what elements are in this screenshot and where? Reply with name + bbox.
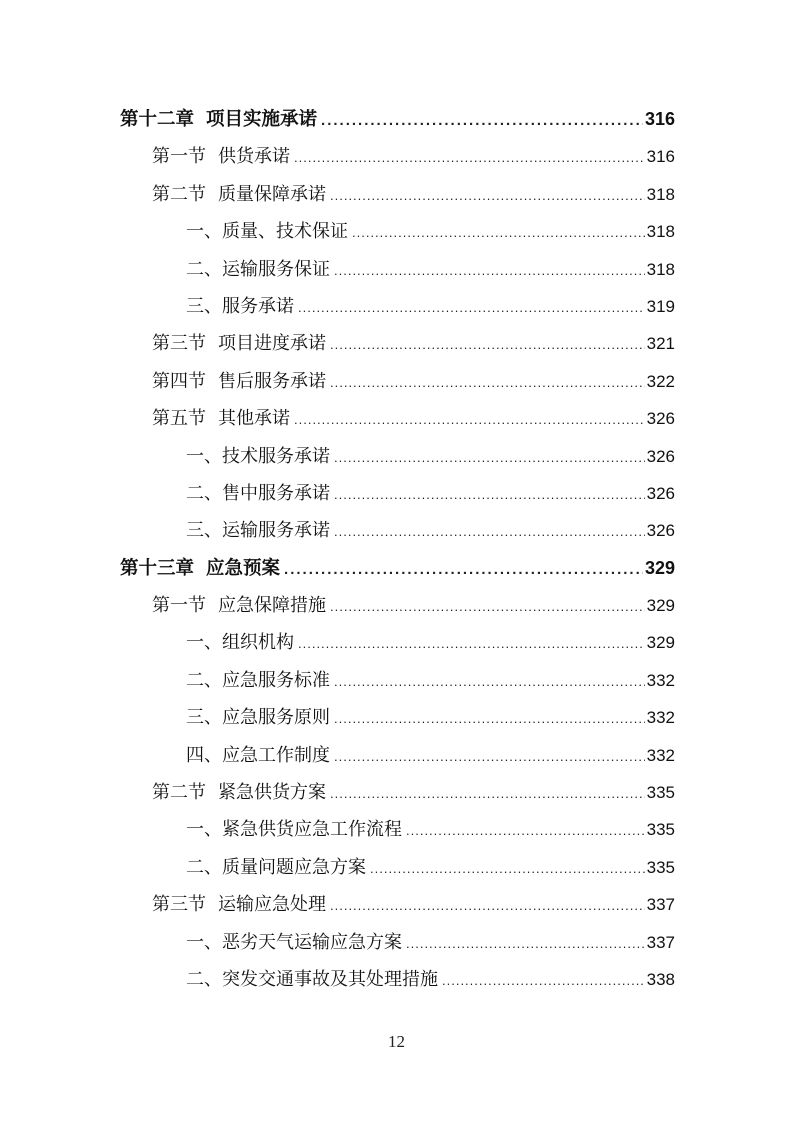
toc-dot-leader [334,738,645,774]
toc-entry-page: 326 [646,521,675,541]
toc-section-entry[interactable] [120,587,675,624]
toc-subsection-entry[interactable] [120,438,675,475]
toc-entry-page: 337 [646,932,675,952]
toc-entry-page: 316 [646,147,675,167]
toc-entry-page: 318 [646,222,675,242]
toc-entry-page: 319 [646,296,675,316]
toc-section-entry[interactable] [120,138,675,175]
toc-entry-title: 应急保障措施 [218,595,326,617]
toc-section-entry[interactable] [120,176,675,213]
toc-entry-number: 第一节 [152,595,206,617]
toc-entry-number: 第十三章 [120,557,195,579]
toc-dot-leader [352,214,645,250]
toc-dot-leader [370,850,645,886]
toc-section-entry[interactable] [120,400,675,437]
toc-entry-number: 第四节 [152,370,206,392]
toc-dot-leader [294,401,645,437]
toc-entry-title: 应急工作制度 [222,744,330,766]
toc-subsection-entry[interactable] [120,288,675,325]
toc-section-entry[interactable] [120,325,675,362]
toc-subsection-entry[interactable] [120,849,675,886]
toc-entry-title: 质量保障承诺 [218,183,326,205]
toc-entry-title: 质量问题应急方案 [222,856,366,878]
toc-entry-title: 售中服务承诺 [222,482,330,504]
toc-entry-number: 二、 [186,968,222,990]
toc-subsection-entry[interactable] [120,512,675,549]
toc-dot-leader [330,887,645,923]
toc-entry-page: 321 [646,334,675,354]
toc-subsection-entry[interactable] [120,699,675,736]
toc-entry-number: 二、 [186,258,222,280]
toc-subsection-entry[interactable] [120,662,675,699]
toc-dot-leader [321,102,643,138]
toc-entry-page: 322 [646,371,675,391]
toc-dot-leader [294,139,645,175]
toc-entry-number: 第二节 [152,782,206,804]
toc-dot-leader [334,663,645,699]
toc-dot-leader [334,700,645,736]
toc-dot-leader [334,513,645,549]
toc-entry-number: 三、 [186,520,222,542]
toc-entry-number: 第一节 [152,146,206,168]
toc-entry-number: 一、 [186,445,222,467]
toc-entry-title: 技术服务承诺 [222,445,330,467]
toc-entry-title: 紧急供货方案 [218,782,326,804]
toc-entry-number: 一、 [186,221,222,243]
toc-entry-title: 售后服务承诺 [218,370,326,392]
toc-entry-number: 第五节 [152,408,206,430]
toc-entry-title: 供货承诺 [218,146,290,168]
toc-entry-title: 质量、技术保证 [222,221,348,243]
toc-entry-title: 项目实施承诺 [206,109,318,130]
toc-entry-page: 329 [644,557,675,578]
toc-entry-title: 恶劣天气运输应急方案 [222,931,402,953]
toc-chapter-entry[interactable] [120,550,675,587]
toc-entry-number: 二、 [186,856,222,878]
toc-entry-number: 四、 [186,744,222,766]
toc-entry-page: 326 [646,446,675,466]
toc-entry-title: 应急服务原则 [222,707,330,729]
toc-entry-page: 335 [646,857,675,877]
toc-dot-leader [330,364,645,400]
toc-entry-title: 突发交通事故及其处理措施 [222,968,438,990]
toc-entry-page: 335 [646,820,675,840]
toc-entry-title: 其他承诺 [218,408,290,430]
toc-section-entry[interactable] [120,363,675,400]
toc-subsection-entry[interactable] [120,737,675,774]
toc-entry-title: 运输服务承诺 [222,520,330,542]
toc-entry-number: 第二节 [152,183,206,205]
toc-entry-title: 应急服务标准 [222,669,330,691]
toc-entry-title: 应急预案 [206,557,281,579]
toc-dot-leader [298,625,645,661]
toc-dot-leader [334,252,645,288]
toc-entry-page: 318 [646,259,675,279]
table-of-contents [120,101,675,998]
toc-chapter-entry[interactable] [120,101,675,138]
toc-dot-leader [284,551,643,587]
toc-entry-page: 332 [646,670,675,690]
toc-entry-page: 316 [644,109,675,129]
toc-subsection-entry[interactable] [120,961,675,998]
toc-dot-leader [298,289,645,325]
toc-entry-number: 一、 [186,632,222,654]
toc-entry-number: 第三节 [152,894,206,916]
toc-dot-leader [330,775,645,811]
toc-entry-page: 335 [646,783,675,803]
toc-entry-page: 326 [646,483,675,503]
toc-entry-number: 第三节 [152,333,206,355]
page-number: 12 [388,1032,405,1051]
toc-dot-leader [330,326,645,362]
toc-entry-page: 329 [646,596,675,616]
toc-section-entry[interactable] [120,774,675,811]
toc-entry-number: 三、 [186,707,222,729]
toc-subsection-entry[interactable] [120,251,675,288]
toc-dot-leader [406,812,645,848]
toc-entry-title: 项目进度承诺 [218,333,326,355]
toc-entry-number: 一、 [186,819,222,841]
toc-entry-title: 运输应急处理 [218,894,326,916]
toc-section-entry[interactable] [120,886,675,923]
toc-entry-title: 组织机构 [222,632,294,654]
toc-subsection-entry[interactable] [120,213,675,250]
toc-dot-leader [442,962,645,998]
toc-subsection-entry[interactable] [120,624,675,661]
toc-entry-number: 三、 [186,295,222,317]
toc-entry-page: 318 [646,184,675,204]
toc-entry-number: 二、 [186,669,222,691]
toc-entry-page: 337 [646,895,675,915]
toc-entry-title: 紧急供货应急工作流程 [222,819,402,841]
toc-entry-number: 二、 [186,482,222,504]
toc-subsection-entry[interactable] [120,475,675,512]
toc-subsection-entry[interactable] [120,811,675,848]
toc-entry-page: 338 [646,969,675,989]
toc-entry-page: 332 [646,708,675,728]
toc-entry-page: 326 [646,409,675,429]
toc-entry-title: 服务承诺 [222,295,294,317]
toc-entry-number: 第十二章 [120,109,195,130]
toc-dot-leader [334,476,645,512]
toc-entry-page: 329 [646,633,675,653]
toc-dot-leader [406,925,645,961]
toc-subsection-entry[interactable] [120,924,675,961]
toc-entry-page: 332 [646,745,675,765]
toc-dot-leader [330,177,645,213]
toc-dot-leader [334,439,645,475]
toc-dot-leader [330,588,645,624]
toc-entry-title: 运输服务保证 [222,258,330,280]
toc-entry-number: 一、 [186,931,222,953]
